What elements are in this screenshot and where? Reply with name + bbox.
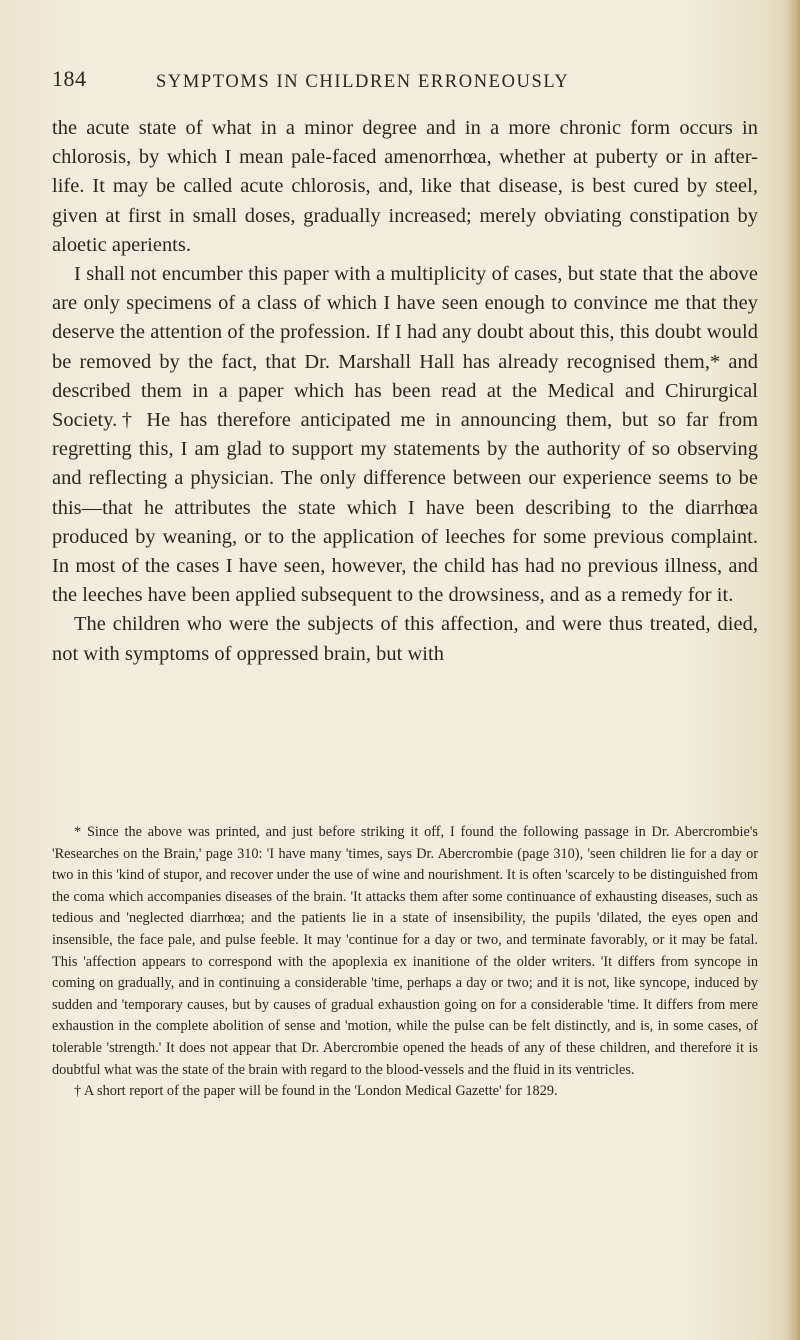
body-paragraph: The children who were the subjects of this affection, and were thus treated, died, not with symptoms of oppressed brain, but with: [52, 613, 758, 665]
footnotes: [52, 822, 758, 1103]
body-text: [52, 114, 758, 669]
body-paragraph: I shall not encumber this paper with a multiplicity of cases, but state that the above are only specimens of a class of which I have seen enough to convince me that they deserve the attention of the profession. If I had any doubt about this, this doubt would be removed by the fact, that Dr. Marshall Hall has already recognised them,* and described them in a paper which has been read at the Medical and Chirurgical Society.† He has therefore anticipated me in announcing them, but so far from regretting this, I am glad to support my statements by the authority of so observing and reflecting a physician. The only difference between our experience seems to be this—that he attributes the state which I have been describing to the diarrhœa produced by weaning, or to the application of leeches for some previous complaint. In most of the cases I have seen, however, the child has had no previous illness, and the leeches have been applied subsequent to the drowsiness, and as a remedy for it.: [52, 263, 758, 607]
page-edge-shadow: [786, 0, 800, 1340]
footnote-asterisk: * Since the above was printed, and just before striking it off, I found the following passage in Dr. Abercrombie's 'Researches on the Brain,' page 310: 'I have many 'times, says Dr. Abercrombie (page 310), 'seen children lie for a day or two in this 'kind of stupor, and recover under the use of wine and nourishment. It is often 'scarcely to be distinguished from the coma which accompanies diseases of the brain. 'It attacks them after some continuance of exhausting diseases, such as tedious and 'neglected diarrhœa; and the patients lie in a state of insensibility, the pupils 'dilated, the eyes open and insensible, the face pale, and pulse feeble. It may 'continue for a day or two, and terminate favorably, or it may be fatal. This 'affection appears to correspond with the apoplexia ex inanitione of the older writers. 'It differs from syncope in coming on gradually, and in continuing a considerable 'time, perhaps a day or two; and it is not, like syncope, induced by sudden and 'temporary causes, but by causes of gradual exhaustion going on for a considerable 'time. It differs from mere exhaustion in the complete abolition of sense and 'motion, while the pulse can be felt distinctly, and is, in some cases, of tolerable 'strength.' It does not appear that Dr. Abercrombie opened the heads of any of these children, and therefore it is doubtful what was the state of the brain with regard to the blood-vessels and the fluid in its ventricles.: [52, 824, 758, 1078]
body-paragraph: the acute state of what in a minor degree and in a more chronic form occurs in chlorosis, by which I mean pale-faced amenorrhœa, whether at puberty or in after-life. It may be called acute chlorosis, and, like that disease, is best cured by steel, given at first in small doses, gradually increased; merely obviating constipation by aloetic aperients.: [52, 117, 758, 256]
page-header: [52, 66, 752, 106]
footnote-dagger: † A short report of the paper will be found in the 'London Medical Gazette' for 1829.: [74, 1083, 558, 1100]
page-number: 184: [52, 66, 87, 91]
running-head: SYMPTOMS IN CHILDREN ERRONEOUSLY: [156, 72, 570, 92]
